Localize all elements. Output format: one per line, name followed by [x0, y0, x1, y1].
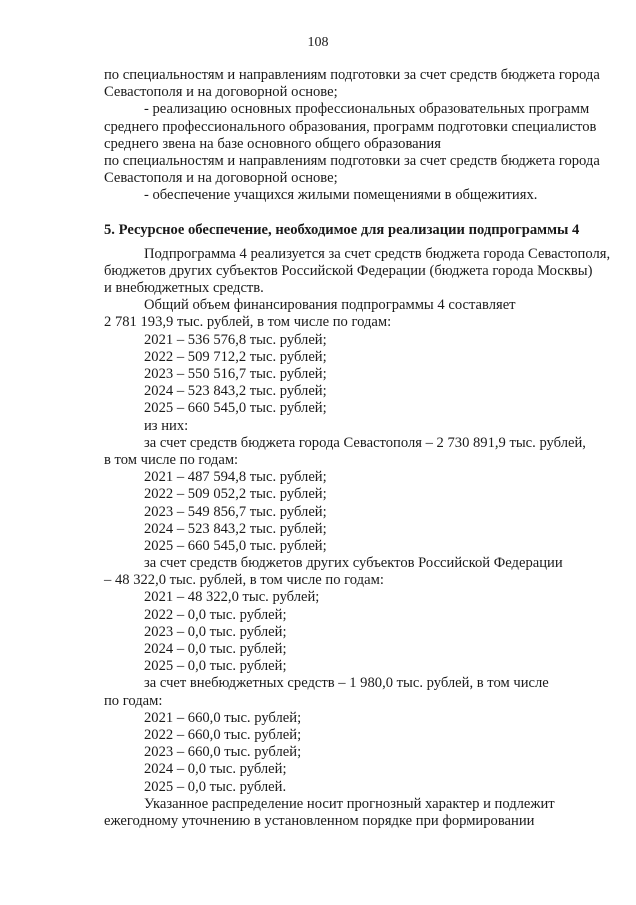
text-line: в том числе по годам: [104, 451, 239, 468]
text-line-spread: Общий объем финансирования подпрограммы 4 составляет [144, 297, 516, 314]
year-line: 2024 – 523 843,2 тыс. рублей; [144, 520, 327, 537]
year-line: 2025 – 0,0 тыс. рублей. [144, 778, 287, 795]
text-line: ежегодному уточнению в установленном порядке при формировании [104, 812, 535, 829]
section-heading: 5. Ресурсное обеспечение, необходимое для реализации подпрограммы 4 [104, 221, 580, 238]
page-body [104, 67, 611, 830]
year-line: 2025 – 0,0 тыс. рублей; [144, 658, 287, 675]
text-line-spread: среднего звена на базе основного общего образования [104, 135, 441, 152]
year-line: 2024 – 523 843,2 тыс. рублей; [144, 383, 327, 400]
text-line: среднего профессионального образования, программ подготовки специалистов [104, 118, 597, 135]
text-line: – 48 322,0 тыс. рублей, в том числе по годам: [104, 572, 384, 589]
text-line: из них: [144, 417, 189, 434]
text-line: и внебюджетных средств. [104, 280, 264, 297]
year-line: 2022 – 509 712,2 тыс. рублей; [144, 348, 327, 365]
year-line: 2022 – 509 052,2 тыс. рублей; [144, 486, 327, 503]
text-line: Указанное распределение носит прогнозный характер и подлежит [144, 795, 555, 812]
year-line: 2023 – 550 516,7 тыс. рублей; [144, 366, 327, 382]
text-line: за счет средств бюджета города Севастополя – 2 730 891,9 тыс. рублей, [144, 434, 586, 451]
year-line: 2021 – 536 576,8 тыс. рублей; [144, 331, 327, 348]
year-line: 2022 – 660,0 тыс. рублей; [144, 726, 302, 743]
year-line: 2021 – 487 594,8 тыс. рублей; [144, 469, 327, 486]
year-line: 2021 – 48 322,0 тыс. рублей; [144, 589, 320, 606]
text-line: бюджетов других субъектов Российской Федерации (бюджета города Москвы) [104, 262, 593, 279]
text-line: за счет средств бюджетов других субъектов Российской Федерации [144, 555, 563, 572]
year-line: 2024 – 0,0 тыс. рублей; [144, 761, 287, 778]
year-line: 2025 – 660 545,0 тыс. рублей; [144, 537, 327, 554]
year-line: 2024 – 0,0 тыс. рублей; [144, 641, 287, 657]
text-line: Подпрограмма 4 реализуется за счет средств бюджета города Севастополя, [144, 245, 611, 262]
year-line: 2023 – 0,0 тыс. рублей; [144, 623, 287, 640]
text-line: Севастополя и на договорной основе; [104, 170, 338, 187]
year-line: 2023 – 660,0 тыс. рублей; [144, 744, 302, 761]
year-line: 2023 – 549 856,7 тыс. рублей; [144, 503, 327, 520]
text-line: Севастополя и на договорной основе; [104, 84, 338, 101]
page-number: 108 [307, 35, 329, 50]
text-line: - обеспечение учащихся жилыми помещениями в общежитиях. [144, 187, 538, 204]
text-line: по специальностям и направлениям подготовки за счет средств бюджета города [104, 67, 600, 83]
year-line: 2025 – 660 545,0 тыс. рублей; [144, 400, 327, 417]
year-line: 2022 – 0,0 тыс. рублей; [144, 606, 287, 623]
text-line: по годам: [104, 692, 163, 709]
text-line: 2 781 193,9 тыс. рублей, в том числе по годам: [104, 314, 392, 331]
year-line: 2021 – 660,0 тыс. рублей; [144, 709, 302, 726]
text-line: - реализацию основных профессиональных образовательных программ [144, 101, 590, 118]
text-line: по специальностям и направлениям подготовки за счет средств бюджета города [104, 152, 600, 169]
text-line: за счет внебюджетных средств – 1 980,0 тыс. рублей, в том числе [144, 675, 549, 692]
